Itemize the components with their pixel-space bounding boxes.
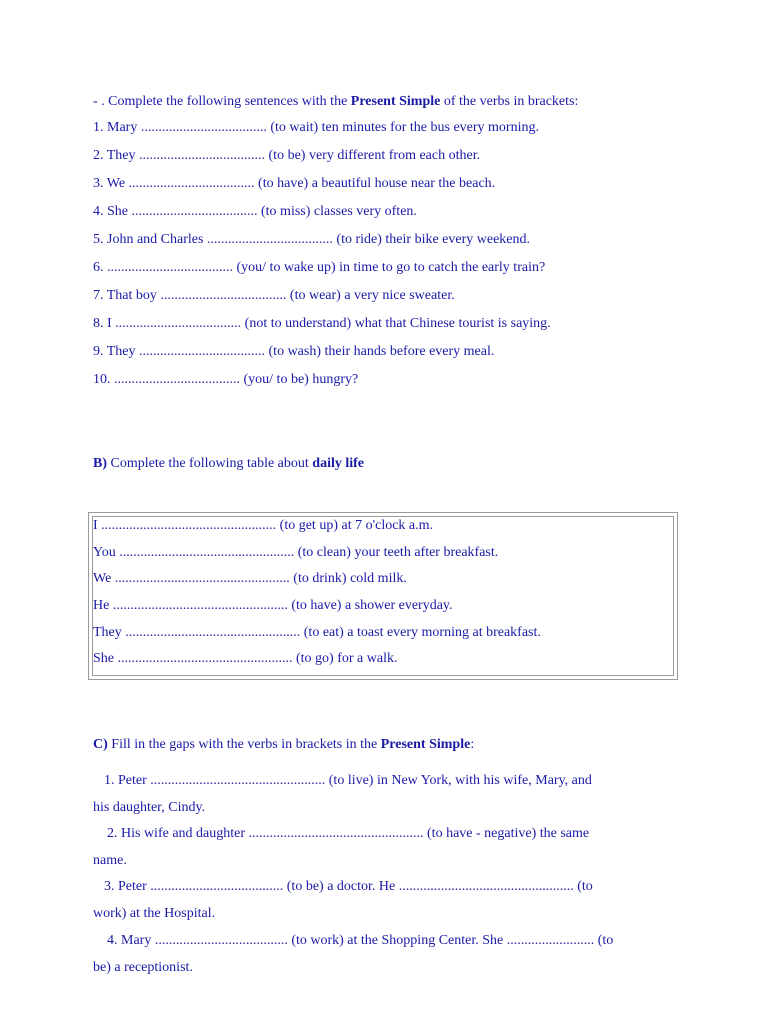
sentence-item: 1. Mary .................................... (to wait) ten minutes for the bus every morning. [93,120,539,135]
section-c-label: C) [93,737,108,752]
sentence-item: 9. They .................................... (to wash) their hands before every meal. [93,344,495,359]
section-b-heading [93,455,364,473]
sentence-item: 10. .................................... (you/ to be) hungry? [93,372,359,387]
section-a-intro-text: - . Complete the following sentences with the [93,94,351,109]
table-row: He .................................................. (to have) a shower everyday. [93,598,453,613]
paragraph-line: be) a receptionist. [93,960,193,975]
paragraph-line: 2. His wife and daughter .................................................. (to have - negative) the same [107,826,590,841]
section-a-intro-suffix: of the verbs in brackets: [440,94,579,109]
section-b-label: B) [93,456,107,471]
sentence-item: 6. .................................... (you/ to wake up) in time to go to catch the early train? [93,260,546,275]
table-row: She .................................................. (to go) for a walk. [93,651,398,666]
paragraph-line: 1. Peter .................................................. (to live) in New York, with his wife, Mary, and [104,773,592,788]
section-c-heading-suffix: : [470,737,475,752]
sentence-item: 5. John and Charles .................................... (to ride) their bike every weekend. [93,232,531,247]
section-c-heading [93,736,474,754]
table-row: You .................................................. (to clean) your teeth after breakfast. [93,545,499,560]
table-row: They .................................................. (to eat) a toast every morning at breakfast. [93,625,541,640]
section-c-heading-bold: Present Simple [380,737,471,752]
section-a-intro-bold: Present Simple [350,94,441,109]
sentence-item: 3. We .................................... (to have) a beautiful house near the beach. [93,176,496,191]
section-c-heading-text: Fill in the gaps with the verbs in brackets in the [107,737,381,752]
section-a-instruction [93,93,578,111]
sentence-item: 4. She .................................... (to miss) classes very often. [93,204,417,219]
paragraph-line: his daughter, Cindy. [93,800,206,815]
sentence-item: 7. That boy .................................... (to wear) a very nice sweater. [93,288,455,303]
table-row: I .................................................. (to get up) at 7 o'clock a.m. [93,518,434,533]
paragraph-line: 3. Peter ...................................... (to be) a doctor. He .................................................. (to [104,879,593,894]
sentence-item: 8. I .................................... (not to understand) what that Chinese tourist is saying. [93,316,551,331]
section-b-heading-text: Complete the following table about [107,456,313,471]
section-b-heading-bold: daily life [312,456,365,471]
paragraph-line: 4. Mary ...................................... (to work) at the Shopping Center. She ......................... (to [107,933,614,948]
paragraph-line: name. [93,853,127,868]
sentence-item: 2. They .................................... (to be) very different from each other. [93,148,481,163]
paragraph-line: work) at the Hospital. [93,906,216,921]
table-row: We .................................................. (to drink) cold milk. [93,571,407,586]
